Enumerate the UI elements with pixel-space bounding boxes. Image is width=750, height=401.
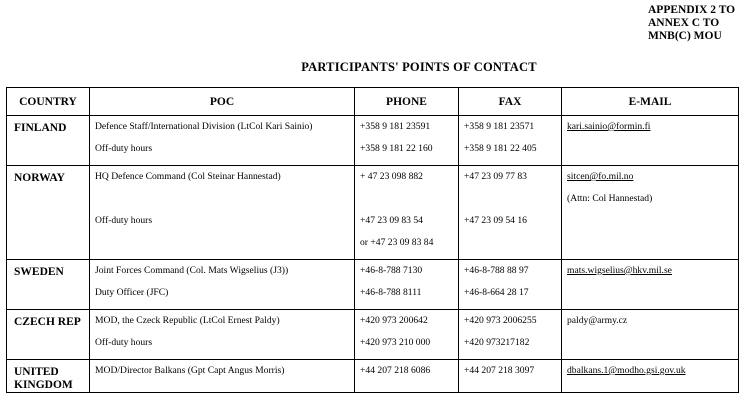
phone-text: +44 207 218 6086 xyxy=(360,365,431,376)
poc-cell xyxy=(90,116,355,166)
country-cell: CZECH REP xyxy=(7,310,90,360)
offduty-label: Off-duty hours xyxy=(95,215,153,226)
phone-cell xyxy=(355,166,459,260)
offduty-phone: +358 9 181 22 160 xyxy=(360,143,433,154)
fax-text: +44 207 218 3097 xyxy=(464,365,535,376)
table-row xyxy=(7,360,739,393)
offduty-fax: +420 973217182 xyxy=(464,337,530,348)
country-line: UNITED xyxy=(14,366,59,378)
country-cell: SWEDEN xyxy=(7,260,90,310)
phone-text: +358 9 181 23591 xyxy=(360,121,431,132)
table-row xyxy=(7,116,739,166)
email-link[interactable]: mats.wigselius@hkv.mil.se xyxy=(567,265,672,276)
offduty-phone: +420 973 210 000 xyxy=(360,337,431,348)
phone-cell xyxy=(355,260,459,310)
country-cell xyxy=(7,360,90,393)
email-link[interactable]: sitcen@fo.mil.no xyxy=(567,171,634,182)
email-note: (Attn: Col Hannestad) xyxy=(567,193,653,204)
column-header-phone: PHONE xyxy=(355,88,459,116)
phone-cell xyxy=(355,360,459,393)
fax-cell xyxy=(459,260,562,310)
table-header-row xyxy=(7,88,739,116)
email-cell xyxy=(562,166,739,260)
column-header-country: COUNTRY xyxy=(7,88,90,116)
offduty-fax: +358 9 181 22 405 xyxy=(464,143,537,154)
table-row xyxy=(7,260,739,310)
offduty-fax: +47 23 09 54 16 xyxy=(464,215,527,226)
table-row xyxy=(7,166,739,260)
poc-text: MOD, the Czeck Republic (LtCol Ernest Paldy) xyxy=(95,315,280,326)
phone-text: +420 973 200642 xyxy=(360,315,428,326)
fax-cell xyxy=(459,360,562,393)
column-header-poc: POC xyxy=(90,88,355,116)
phone-text: +46-8-788 7130 xyxy=(360,265,423,276)
offduty-phone-alt: or +47 23 09 83 84 xyxy=(360,237,434,248)
email-link[interactable]: dbalkans.1@modho.gsi.gov.uk xyxy=(567,365,686,376)
offduty-phone: +46-8-788 8111 xyxy=(360,287,422,298)
poc-text: Defence Staff/International Division (LtCol Kari Sainio) xyxy=(95,121,313,132)
appendix-line: ANNEX C TO xyxy=(648,17,720,29)
offduty-label: Duty Officer (JFC) xyxy=(95,287,169,298)
country-cell: NORWAY xyxy=(7,166,90,260)
contacts-table xyxy=(6,87,739,393)
phone-cell xyxy=(355,116,459,166)
page-title: PARTICIPANTS' POINTS OF CONTACT xyxy=(301,60,537,74)
fax-text: +47 23 09 77 83 xyxy=(464,171,527,182)
offduty-phone: +47 23 09 83 54 xyxy=(360,215,423,226)
poc-cell xyxy=(90,360,355,393)
appendix-reference xyxy=(648,4,735,43)
fax-cell xyxy=(459,310,562,360)
appendix-line: APPENDIX 2 TO xyxy=(648,4,736,16)
email-cell xyxy=(562,116,739,166)
poc-cell xyxy=(90,166,355,260)
country-line: KINGDOM xyxy=(14,379,73,391)
poc-text: Joint Forces Command (Col. Mats Wigselius (J3)) xyxy=(95,265,289,276)
email-cell xyxy=(562,260,739,310)
fax-cell xyxy=(459,116,562,166)
poc-text: HQ Defence Command (Col Steinar Hannestad) xyxy=(95,171,281,182)
appendix-line: MNB(C) MOU xyxy=(648,30,722,42)
email-cell xyxy=(562,360,739,393)
fax-text: +420 973 2006255 xyxy=(464,315,537,326)
fax-text: +46-8-788 88 97 xyxy=(464,265,529,276)
country-cell: FINLAND xyxy=(7,116,90,166)
email-link[interactable]: kari.sainio@formin.fi xyxy=(567,121,651,132)
column-header-fax: FAX xyxy=(459,88,562,116)
phone-text: + 47 23 098 882 xyxy=(360,171,423,182)
phone-cell xyxy=(355,310,459,360)
fax-cell xyxy=(459,166,562,260)
offduty-fax: +46-8-664 28 17 xyxy=(464,287,529,298)
offduty-label: Off-duty hours xyxy=(95,143,153,154)
poc-cell xyxy=(90,310,355,360)
poc-cell xyxy=(90,260,355,310)
table-row xyxy=(7,310,739,360)
column-header-email: E-MAIL xyxy=(562,88,739,116)
poc-text: MOD/Director Balkans (Gpt Capt Angus Morris) xyxy=(95,365,285,376)
offduty-label: Off-duty hours xyxy=(95,337,153,348)
email-text[interactable]: paldy@army.cz xyxy=(567,315,628,326)
email-cell xyxy=(562,310,739,360)
fax-text: +358 9 181 23571 xyxy=(464,121,535,132)
